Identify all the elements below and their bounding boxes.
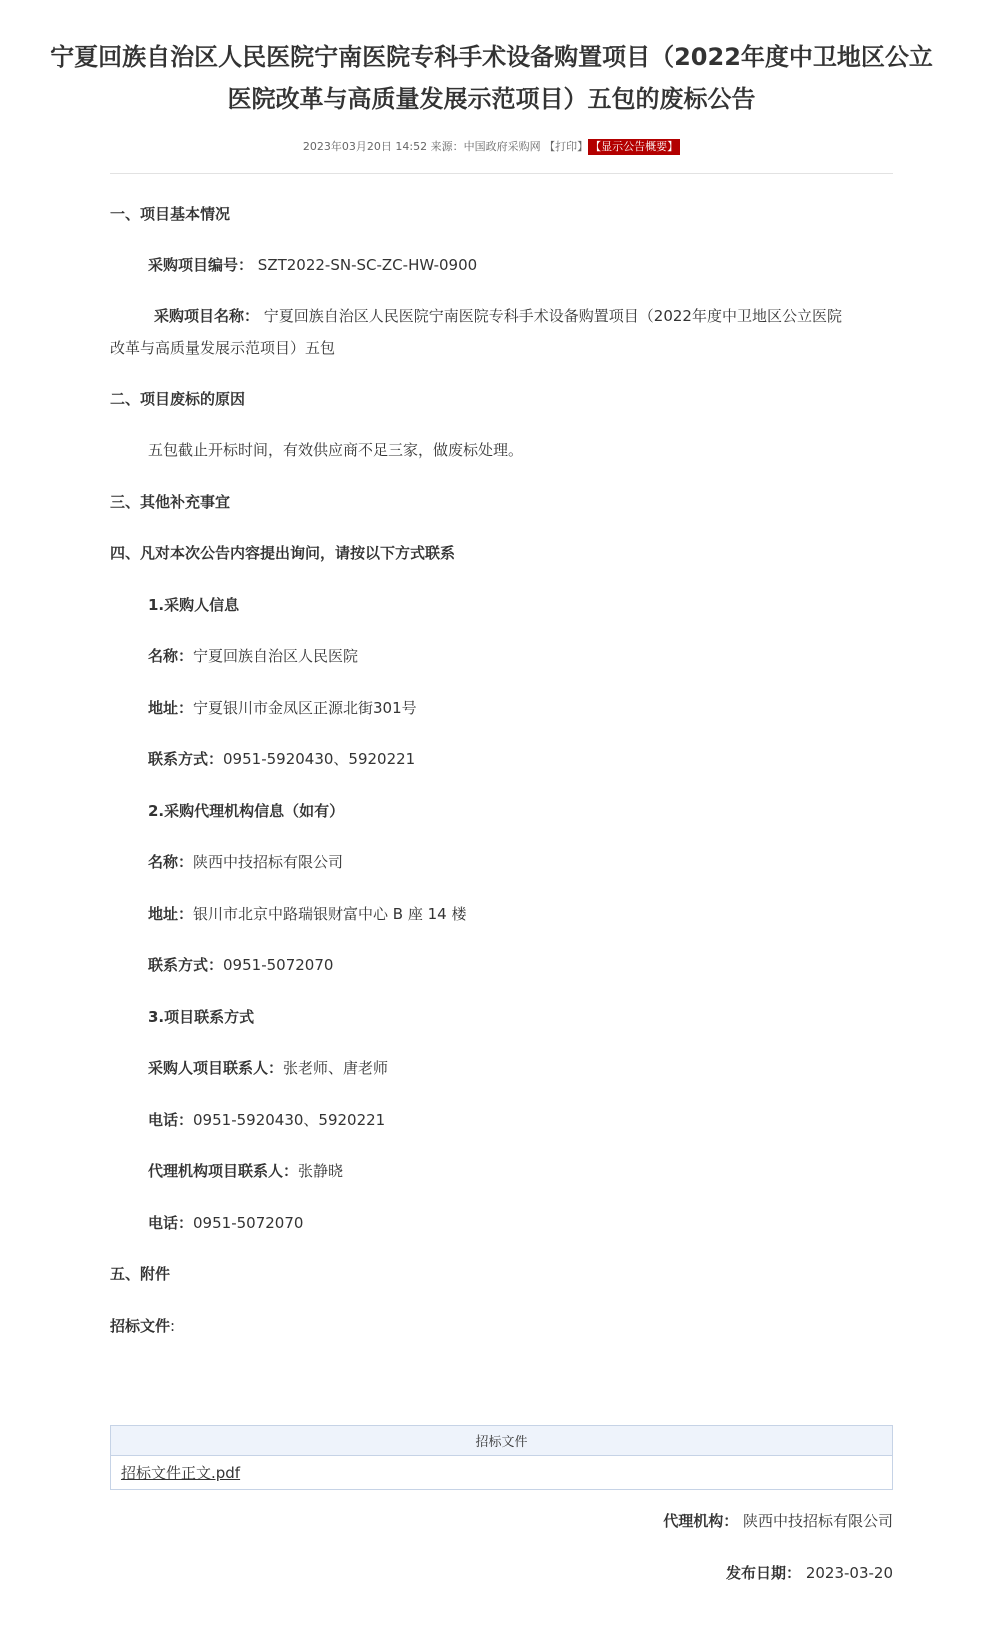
footer-date-row bbox=[726, 1562, 893, 1584]
purchaser-person-row bbox=[148, 1057, 893, 1079]
project-number-value: SZT2022-SN-SC-ZC-HW-0900 bbox=[257, 256, 478, 274]
attachments-table bbox=[110, 1425, 893, 1490]
section-2-heading: 二、项目废标的原因 bbox=[110, 390, 246, 408]
print-link[interactable]: 【打印】 bbox=[544, 140, 589, 153]
agency-person-value: 张静晓 bbox=[298, 1162, 344, 1180]
page-title bbox=[0, 36, 983, 120]
attachment-file-link[interactable]: 招标文件正文.pdf bbox=[121, 1464, 241, 1482]
bid-documents-label: 招标文件: bbox=[110, 1317, 176, 1335]
purchaser-address-label: 地址： bbox=[148, 699, 194, 717]
project-number-row bbox=[148, 254, 893, 276]
agency-name-label: 名称： bbox=[148, 853, 194, 871]
project-number-label: 采购项目编号： bbox=[148, 256, 254, 274]
agency-contact-row bbox=[148, 954, 893, 976]
attachment-cell bbox=[111, 1456, 893, 1490]
section-3-heading: 三、其他补充事宜 bbox=[110, 493, 231, 511]
agency-address-value: 银川市北京中路瑞银财富中心 B 座 14 楼 bbox=[193, 905, 467, 923]
purchaser-name-row bbox=[148, 645, 893, 667]
purchaser-contact-value: 0951-5920430、5920221 bbox=[223, 750, 416, 768]
purchaser-address-value: 宁夏银川市金凤区正源北街301号 bbox=[193, 699, 417, 717]
agency-address-row bbox=[148, 903, 893, 925]
title-divider bbox=[110, 173, 893, 174]
purchaser-person-value: 张老师、唐老师 bbox=[283, 1059, 389, 1077]
purchaser-contact-row bbox=[148, 748, 893, 770]
agency-contact-value: 0951-5072070 bbox=[223, 956, 334, 974]
phone-1-row bbox=[148, 1109, 893, 1131]
title-line-2: 医院改革与高质量发展示范项目）五包的废标公告 bbox=[227, 85, 756, 113]
footer-date-value: 2023-03-20 bbox=[805, 1564, 893, 1582]
project-name-row bbox=[110, 300, 893, 364]
purchaser-contact-label: 联系方式： bbox=[148, 750, 224, 768]
phone-2-row bbox=[148, 1212, 893, 1234]
phone-2-value: 0951-5072070 bbox=[193, 1214, 304, 1232]
project-contact-heading: 3.项目联系方式 bbox=[148, 1008, 255, 1026]
source-name: 中国政府采购网 bbox=[463, 140, 541, 153]
agency-address-label: 地址： bbox=[148, 905, 194, 923]
publish-datetime: 2023年03月20日 14:52 bbox=[302, 140, 428, 153]
section-5-heading: 五、附件 bbox=[110, 1265, 171, 1283]
section-1-heading: 一、项目基本情况 bbox=[110, 205, 231, 223]
title-line-1: 宁夏回族自治区人民医院宁南医院专科手术设备购置项目（2022年度中卫地区公立 bbox=[50, 43, 933, 71]
agency-person-label: 代理机构项目联系人： bbox=[148, 1162, 299, 1180]
phone-2-label: 电话： bbox=[148, 1214, 194, 1232]
purchaser-name-value: 宁夏回族自治区人民医院 bbox=[193, 647, 359, 665]
cancel-reason: 五包截止开标时间，有效供应商不足三家，做废标处理。 bbox=[148, 441, 524, 459]
show-summary-button[interactable]: 【显示公告概要】 bbox=[590, 140, 679, 153]
purchaser-person-label: 采购人项目联系人： bbox=[148, 1059, 284, 1077]
meta-bar bbox=[0, 139, 983, 155]
agency-person-row bbox=[148, 1160, 893, 1182]
table-row bbox=[111, 1456, 893, 1490]
purchaser-name-label: 名称： bbox=[148, 647, 194, 665]
agency-name-value: 陕西中技招标有限公司 bbox=[193, 853, 344, 871]
purchaser-info-heading: 1.采购人信息 bbox=[148, 596, 240, 614]
agency-contact-label: 联系方式： bbox=[148, 956, 224, 974]
phone-1-label: 电话： bbox=[148, 1111, 194, 1129]
footer-agency-row bbox=[663, 1510, 893, 1532]
project-name-label: 采购项目名称： bbox=[154, 307, 260, 325]
project-name-value-2: 改革与高质量发展示范项目）五包 bbox=[110, 339, 336, 357]
footer-date-label: 发布日期： bbox=[726, 1564, 802, 1582]
source-label: 来源： bbox=[430, 140, 464, 153]
purchaser-address-row bbox=[148, 697, 893, 719]
attachments-header: 招标文件 bbox=[111, 1426, 893, 1456]
agency-name-row bbox=[148, 851, 893, 873]
section-4-heading: 四、凡对本次公告内容提出询问，请按以下方式联系 bbox=[110, 544, 456, 562]
project-name-value-1: 宁夏回族自治区人民医院宁南医院专科手术设备购置项目（2022年度中卫地区公立医院 bbox=[263, 307, 842, 325]
agency-info-heading: 2.采购代理机构信息（如有） bbox=[148, 802, 345, 820]
phone-1-value: 0951-5920430、5920221 bbox=[193, 1111, 386, 1129]
footer-agency-label: 代理机构： bbox=[663, 1512, 739, 1530]
footer-agency-value: 陕西中技招标有限公司 bbox=[742, 1512, 893, 1530]
